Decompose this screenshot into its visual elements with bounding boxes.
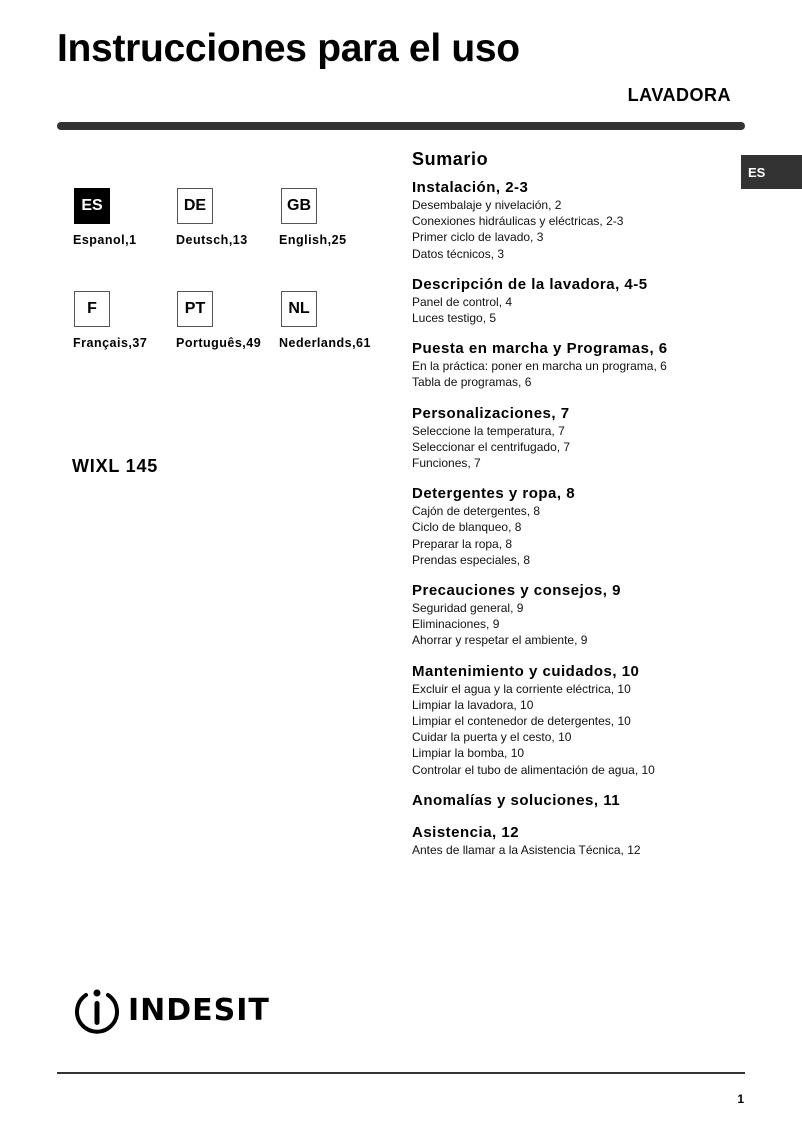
toc-entry[interactable]: Prendas especiales, 8	[412, 552, 531, 567]
toc-section	[412, 178, 742, 262]
toc-section-heading[interactable]: Instalación, 2-3	[412, 179, 529, 196]
language-label: Português,49	[176, 336, 262, 350]
toc-section	[412, 791, 742, 810]
toc-section	[412, 275, 742, 326]
language-index	[73, 188, 389, 350]
language-code-badge: ES	[74, 188, 110, 224]
product-type: LAVADORA	[627, 85, 731, 105]
toc-entry[interactable]: Panel de control, 4	[412, 294, 513, 309]
table-of-contents	[412, 148, 742, 871]
brand-name: INDESIT	[128, 993, 270, 1028]
toc-entry[interactable]: Preparar la ropa, 8	[412, 536, 513, 551]
toc-entry[interactable]: Ciclo de blanqueo, 8	[412, 520, 522, 535]
toc-entry[interactable]: Datos técnicos, 3	[412, 246, 505, 261]
toc-section	[412, 484, 742, 568]
toc-section-heading[interactable]: Detergentes y ropa, 8	[412, 485, 576, 503]
toc-section-heading[interactable]: Personalizaciones, 7	[412, 404, 570, 422]
toc-entry[interactable]: Ahorrar y respetar el ambiente, 9	[412, 633, 588, 648]
toc-entry[interactable]: Funciones, 7	[412, 456, 481, 471]
toc-entry[interactable]: Limpiar el contenedor de detergentes, 10	[412, 714, 631, 729]
language-side-tab[interactable]	[741, 155, 802, 189]
toc-entry[interactable]: Conexiones hidráulicas y eléctricas, 2-3	[412, 214, 624, 229]
model-number: WIXL 145	[72, 456, 159, 476]
brand-logo	[72, 986, 270, 1036]
language-item-de[interactable]	[176, 188, 279, 247]
toc-entry[interactable]: Luces testigo, 5	[412, 311, 497, 326]
toc-entry[interactable]: En la práctica: poner en marcha un programa, 6	[412, 359, 667, 374]
language-side-tab-label: ES	[748, 164, 766, 180]
language-item-es[interactable]	[73, 188, 176, 247]
power-i-icon	[72, 986, 122, 1036]
toc-section-heading[interactable]: Anomalías y soluciones, 11	[412, 791, 621, 809]
document-title: Instrucciones para el uso	[57, 27, 520, 70]
language-code-badge: F	[74, 291, 110, 327]
language-label: English,25	[279, 233, 347, 247]
toc-entry[interactable]: Primer ciclo de lavado, 3	[412, 230, 544, 245]
language-item-pt[interactable]	[176, 291, 279, 350]
language-label: Espanol,1	[73, 233, 137, 247]
toc-section-heading[interactable]: Descripción de la lavadora, 4-5	[412, 275, 648, 293]
page-number: 1	[737, 1092, 744, 1106]
language-code-badge: PT	[177, 291, 213, 327]
toc-entry[interactable]: Seleccionar el centrifugado, 7	[412, 439, 571, 454]
toc-entry[interactable]: Seguridad general, 9	[412, 601, 524, 616]
toc-title: Sumario	[412, 149, 489, 169]
toc-entry[interactable]: Seleccione la temperatura, 7	[412, 423, 565, 438]
language-item-f[interactable]	[73, 291, 176, 350]
toc-section	[412, 662, 742, 778]
language-label: Français,37	[73, 336, 148, 350]
toc-section-heading[interactable]: Mantenimiento y cuidados, 10	[412, 662, 640, 680]
toc-entry[interactable]: Limpiar la bomba, 10	[412, 746, 525, 761]
toc-entry[interactable]: Limpiar la lavadora, 10	[412, 697, 534, 712]
toc-entry[interactable]: Antes de llamar a la Asistencia Técnica, 12	[412, 842, 641, 857]
toc-section	[412, 581, 742, 649]
language-item-gb[interactable]	[279, 188, 389, 247]
language-code-badge: NL	[281, 291, 317, 327]
toc-entry[interactable]: Controlar el tubo de alimentación de agua, 10	[412, 762, 655, 777]
toc-section	[412, 404, 742, 472]
language-label: Nederlands,61	[279, 336, 371, 350]
toc-section-heading[interactable]: Puesta en marcha y Programas, 6	[412, 340, 668, 358]
language-label: Deutsch,13	[176, 233, 248, 247]
toc-section-heading[interactable]: Precauciones y consejos, 9	[412, 582, 621, 600]
language-item-nl[interactable]	[279, 291, 389, 350]
toc-section-heading[interactable]: Asistencia, 12	[412, 823, 520, 841]
toc-entry[interactable]: Excluir el agua y la corriente eléctrica, 10	[412, 681, 631, 696]
toc-entry[interactable]: Cajón de detergentes, 8	[412, 504, 541, 519]
toc-entry[interactable]: Tabla de programas, 6	[412, 375, 532, 390]
toc-sections	[412, 178, 742, 858]
language-code-badge: GB	[281, 188, 317, 224]
toc-entry[interactable]: Desembalaje y nivelación, 2	[412, 198, 562, 212]
toc-section	[412, 823, 742, 858]
toc-entry[interactable]: Eliminaciones, 9	[412, 617, 500, 632]
header-divider	[57, 122, 745, 130]
language-code-badge: DE	[177, 188, 213, 224]
footer-divider	[57, 1072, 745, 1074]
toc-entry[interactable]: Cuidar la puerta y el cesto, 10	[412, 730, 572, 745]
toc-section	[412, 339, 742, 390]
